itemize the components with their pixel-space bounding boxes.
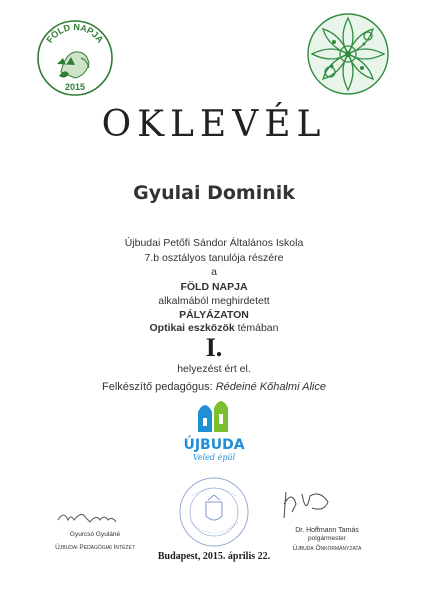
recipient-name: Gyulai Dominik — [133, 182, 295, 204]
signature-right-title: polgármester — [308, 535, 346, 542]
svg-text:FÖLD NAPJA — [44, 22, 105, 45]
class-line: 7.b osztályos tanulója részére — [144, 252, 284, 264]
article-a: a — [211, 266, 217, 278]
official-stamp — [178, 476, 250, 548]
floral-mandala-icon — [306, 12, 390, 96]
issue-date: Budapest, 2015. április 22. — [157, 551, 271, 562]
official-stamp-icon — [178, 476, 250, 548]
topic-bold: Optikai eszközök — [149, 322, 235, 334]
placement-number: I. — [205, 333, 223, 362]
signature-right-block — [262, 488, 392, 552]
floral-mandala — [306, 12, 390, 96]
signature-left-name: Gyurcsó Gyuláné — [69, 531, 121, 538]
signature-left-scribble — [54, 508, 144, 524]
diploma-title: OKLEVÉL — [101, 104, 327, 145]
mentor-line — [0, 381, 428, 393]
ujbuda-brand-name: ÚJBUDA — [183, 437, 245, 453]
mentor-label: Felkészítő pedagógus: — [101, 381, 213, 393]
competition-label: PÁLYÁZATON — [179, 309, 249, 321]
earth-day-logo-icon — [35, 18, 115, 98]
fold-napja-logo — [35, 18, 115, 98]
logo-top-text: FÖLD NAPJA — [44, 21, 106, 45]
signature-left-block — [40, 508, 150, 554]
event-name: FÖLD NAPJA — [180, 281, 248, 293]
occasion-line: alkalmából meghirdetett — [158, 295, 270, 307]
school-name: Újbudai Petőfi Sándor Általános Iskola — [124, 237, 304, 249]
mentor-name: Rédeiné Kőhalmi Alice — [215, 381, 326, 393]
logo-year: 2015 — [64, 82, 86, 92]
placement-text: helyezést ért el. — [177, 363, 251, 375]
signature-left-org: Újbudai Pedagógiai Intézet — [55, 544, 135, 551]
topic-rest: témában — [237, 322, 279, 334]
ujbuda-logo — [178, 400, 250, 470]
signature-right-name: Dr. Hoffmann Tamás — [295, 527, 359, 534]
ujbuda-church-icon — [178, 400, 250, 432]
signature-right-org: Újbuda Önkormányzata — [292, 545, 362, 552]
signature-right-scribble — [276, 488, 376, 522]
ujbuda-slogan: Veled épül — [192, 453, 236, 462]
